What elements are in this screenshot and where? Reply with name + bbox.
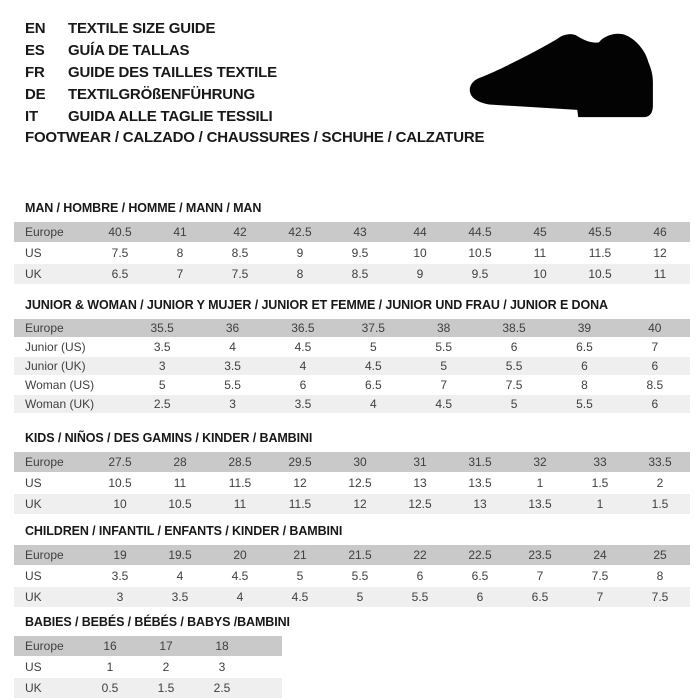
size-cell: 8.5 bbox=[231, 246, 249, 260]
row-label: Europe bbox=[25, 455, 64, 469]
size-cell: 11.5 bbox=[588, 246, 612, 260]
size-cell: 12.5 bbox=[348, 476, 372, 490]
table-row bbox=[14, 338, 690, 357]
size-cell: 4 bbox=[299, 359, 307, 373]
size-cell: 4.5 bbox=[294, 340, 312, 354]
size-cell: 22 bbox=[413, 548, 427, 562]
table-row bbox=[14, 636, 282, 657]
size-cell: 10.5 bbox=[168, 497, 192, 511]
size-cell: 5.5 bbox=[411, 590, 429, 604]
size-cell: 10.5 bbox=[588, 267, 612, 281]
size-cell: 29.5 bbox=[288, 455, 312, 469]
size-cell: 11 bbox=[173, 476, 187, 490]
size-cell: 10.5 bbox=[468, 246, 492, 260]
size-cell: 6.5 bbox=[471, 569, 489, 583]
size-cell: 36.5 bbox=[291, 321, 315, 335]
dress-shoe-icon bbox=[464, 28, 660, 118]
size-cell: 7 bbox=[440, 378, 448, 392]
table-row bbox=[14, 566, 690, 587]
table-row bbox=[14, 395, 690, 414]
size-cell: 11.5 bbox=[228, 476, 252, 490]
size-cell: 3 bbox=[229, 397, 236, 411]
size-cell: 6 bbox=[510, 340, 518, 354]
lang-code: ES bbox=[25, 41, 45, 59]
size-cell: 28.5 bbox=[228, 455, 252, 469]
row-label: Woman (US) bbox=[25, 378, 95, 392]
lang-code: EN bbox=[25, 19, 46, 37]
size-cell: 8 bbox=[176, 246, 184, 260]
size-cell: 4.5 bbox=[435, 397, 453, 411]
size-cell: 11 bbox=[653, 267, 667, 281]
size-cell: 9 bbox=[416, 267, 424, 281]
size-section bbox=[14, 298, 690, 414]
size-cell: 7.5 bbox=[651, 590, 669, 604]
size-cell: 28 bbox=[173, 455, 187, 469]
size-cell: 6.5 bbox=[576, 340, 593, 354]
size-cell: 3.5 bbox=[224, 359, 241, 373]
size-cell: 9.5 bbox=[351, 246, 369, 260]
size-cell: 12 bbox=[293, 476, 307, 490]
size-cell: 5 bbox=[356, 590, 364, 604]
row-label: Junior (US) bbox=[25, 340, 86, 354]
size-cell: 33 bbox=[593, 455, 607, 469]
size-cell: 1.5 bbox=[157, 681, 175, 695]
size-cell: 32 bbox=[533, 455, 547, 469]
size-cell: 10 bbox=[533, 267, 547, 281]
size-cell: 17 bbox=[159, 639, 173, 653]
size-cell: 3 bbox=[158, 359, 166, 373]
size-cell: 30 bbox=[353, 455, 367, 469]
size-cell: 7.5 bbox=[231, 267, 249, 281]
size-cell: 39 bbox=[577, 321, 592, 335]
size-cell: 11.5 bbox=[288, 497, 312, 511]
size-cell: 31.5 bbox=[468, 455, 492, 469]
category-title: FOOTWEAR / CALZADO / CHAUSSURES / SCHUHE / CALZATURE bbox=[25, 129, 485, 146]
lang-label: GUIDA ALLE TAGLIE TESSILI bbox=[68, 107, 273, 125]
size-cell: 0.5 bbox=[101, 681, 119, 695]
size-cell: 5.5 bbox=[435, 340, 453, 354]
row-label: UK bbox=[25, 681, 42, 695]
size-table bbox=[14, 319, 690, 414]
row-label: Europe bbox=[25, 639, 64, 653]
lang-label: TEXTILGRÖßENFÜHRUNG bbox=[68, 85, 256, 103]
size-cell: 4.5 bbox=[364, 359, 382, 373]
size-cell: 6 bbox=[299, 378, 307, 392]
size-cell: 2.5 bbox=[153, 397, 171, 411]
size-cell: 10.5 bbox=[108, 476, 132, 490]
row-label: US bbox=[25, 660, 42, 674]
lang-label: GUIDE DES TAILLES TEXTILE bbox=[68, 63, 277, 81]
size-cell: 38 bbox=[437, 321, 451, 335]
size-table bbox=[14, 452, 690, 515]
lang-code: IT bbox=[25, 107, 38, 125]
size-cell: 6 bbox=[476, 590, 484, 604]
size-cell: 44 bbox=[413, 225, 427, 239]
size-cell: 10 bbox=[413, 246, 427, 260]
size-cell: 3 bbox=[218, 660, 226, 674]
size-cell: 4.5 bbox=[291, 590, 309, 604]
size-cell: 1 bbox=[536, 476, 544, 490]
size-cell: 13 bbox=[413, 476, 427, 490]
section-title: KIDS / NIÑOS / DES GAMINS / KINDER / BAMBINI bbox=[25, 431, 313, 445]
size-table bbox=[14, 545, 690, 608]
row-label: Europe bbox=[25, 548, 64, 562]
lang-label: TEXTILE SIZE GUIDE bbox=[68, 19, 216, 37]
size-cell: 45.5 bbox=[588, 225, 612, 239]
size-cell: 33.5 bbox=[648, 455, 672, 469]
size-cell: 16 bbox=[103, 639, 117, 653]
table-row bbox=[14, 452, 690, 473]
size-cell: 36 bbox=[225, 321, 240, 335]
size-table bbox=[14, 222, 690, 285]
size-cell: 25 bbox=[653, 548, 667, 562]
size-cell: 22.5 bbox=[468, 548, 492, 562]
table-row bbox=[14, 494, 690, 515]
table-row bbox=[14, 319, 690, 338]
size-cell: 6 bbox=[581, 359, 588, 373]
size-cell: 4 bbox=[369, 397, 377, 411]
size-cell: 23.5 bbox=[528, 548, 552, 562]
size-cell: 9 bbox=[296, 246, 304, 260]
section-title: JUNIOR & WOMAN / JUNIOR Y MUJER / JUNIOR ET FEMME / JUNIOR UND FRAU / JUNIOR E DONA bbox=[25, 298, 608, 312]
size-cell: 8 bbox=[296, 267, 304, 281]
table-row bbox=[14, 357, 690, 376]
size-cell: 10 bbox=[113, 497, 127, 511]
size-cell: 8.5 bbox=[646, 378, 664, 392]
size-tables bbox=[14, 201, 690, 699]
size-cell: 5 bbox=[440, 359, 448, 373]
row-label: UK bbox=[25, 590, 42, 604]
row-label: US bbox=[25, 569, 42, 583]
size-section bbox=[14, 201, 690, 285]
size-cell: 9.5 bbox=[471, 267, 489, 281]
size-cell: 4 bbox=[176, 569, 184, 583]
row-label: Junior (UK) bbox=[25, 359, 86, 373]
table-row bbox=[14, 657, 282, 678]
lang-code: FR bbox=[25, 63, 45, 81]
size-cell: 1.5 bbox=[651, 497, 669, 511]
size-cell: 7 bbox=[176, 267, 184, 281]
size-cell: 6 bbox=[651, 397, 659, 411]
size-cell: 35.5 bbox=[150, 321, 174, 335]
row-label: UK bbox=[25, 267, 42, 281]
size-cell: 27.5 bbox=[108, 455, 132, 469]
size-cell: 31 bbox=[413, 455, 427, 469]
size-cell: 5.5 bbox=[576, 397, 593, 411]
size-cell: 5.5 bbox=[505, 359, 523, 373]
size-cell: 37.5 bbox=[361, 321, 385, 335]
size-cell: 18 bbox=[215, 639, 229, 653]
size-cell: 7.5 bbox=[111, 246, 129, 260]
size-cell: 40.5 bbox=[108, 225, 132, 239]
size-cell: 6.5 bbox=[111, 267, 129, 281]
size-cell: 2 bbox=[656, 476, 664, 490]
size-table bbox=[14, 636, 282, 699]
table-row bbox=[14, 222, 690, 243]
size-cell: 7.5 bbox=[505, 378, 523, 392]
size-cell: 6 bbox=[651, 359, 659, 373]
size-cell: 5 bbox=[296, 569, 304, 583]
size-cell: 8 bbox=[581, 378, 588, 392]
lang-label: GUÍA DE TALLAS bbox=[68, 41, 190, 59]
size-cell: 8 bbox=[656, 569, 664, 583]
size-cell: 2.5 bbox=[213, 681, 231, 695]
size-cell: 12.5 bbox=[408, 497, 432, 511]
table-row bbox=[14, 545, 690, 566]
section-title: BABIES / BEBÉS / BÉBÉS / BABYS /BAMBINI bbox=[25, 615, 290, 629]
size-cell: 11 bbox=[533, 246, 547, 260]
size-cell: 19 bbox=[113, 548, 127, 562]
size-cell: 5 bbox=[158, 378, 166, 392]
size-cell: 12 bbox=[353, 497, 367, 511]
size-cell: 13.5 bbox=[528, 497, 552, 511]
table-row bbox=[14, 264, 690, 285]
size-cell: 45 bbox=[533, 225, 547, 239]
size-cell: 42.5 bbox=[288, 225, 312, 239]
section-title: CHILDREN / INFANTIL / ENFANTS / KINDER / BAMBINI bbox=[25, 524, 343, 538]
size-cell: 42 bbox=[233, 225, 247, 239]
size-cell: 1.5 bbox=[591, 476, 609, 490]
table-row bbox=[14, 376, 690, 395]
table-row bbox=[14, 587, 690, 608]
table-row bbox=[14, 678, 282, 699]
size-cell: 24 bbox=[593, 548, 607, 562]
size-section bbox=[14, 615, 690, 699]
size-cell: 6 bbox=[416, 569, 424, 583]
size-cell: 40 bbox=[648, 321, 662, 335]
size-cell: 19.5 bbox=[168, 548, 192, 562]
size-cell: 3.5 bbox=[171, 590, 189, 604]
row-label: UK bbox=[25, 497, 42, 511]
size-cell: 5 bbox=[369, 340, 377, 354]
section-title: MAN / HOMBRE / HOMME / MANN / MAN bbox=[25, 201, 262, 215]
size-cell: 5.5 bbox=[224, 378, 241, 392]
size-cell: 13 bbox=[473, 497, 487, 511]
size-cell: 43 bbox=[353, 225, 367, 239]
table-row bbox=[14, 243, 690, 264]
size-cell: 44.5 bbox=[468, 225, 492, 239]
size-cell: 6.5 bbox=[531, 590, 549, 604]
size-cell: 5.5 bbox=[351, 569, 369, 583]
size-cell: 4 bbox=[236, 590, 244, 604]
row-label: Europe bbox=[25, 225, 64, 239]
size-cell: 2 bbox=[162, 660, 170, 674]
size-section bbox=[14, 431, 690, 515]
size-cell: 4 bbox=[229, 340, 236, 354]
size-cell: 21 bbox=[293, 548, 307, 562]
size-cell: 7.5 bbox=[591, 569, 609, 583]
size-cell: 3.5 bbox=[111, 569, 129, 583]
row-label: Europe bbox=[25, 321, 64, 335]
row-label: Woman (UK) bbox=[25, 397, 95, 411]
size-cell: 1 bbox=[596, 497, 604, 511]
size-cell: 4.5 bbox=[231, 569, 249, 583]
size-cell: 7 bbox=[651, 340, 659, 354]
size-cell: 41 bbox=[173, 225, 187, 239]
size-cell: 1 bbox=[106, 660, 114, 674]
size-cell: 46 bbox=[653, 225, 667, 239]
row-label: US bbox=[25, 476, 42, 490]
size-cell: 3 bbox=[116, 590, 124, 604]
size-cell: 12 bbox=[653, 246, 667, 260]
size-cell: 6.5 bbox=[364, 378, 382, 392]
size-cell: 11 bbox=[233, 497, 247, 511]
size-cell: 5 bbox=[510, 397, 518, 411]
size-cell: 7 bbox=[536, 569, 544, 583]
table-row bbox=[14, 473, 690, 494]
lang-code: DE bbox=[25, 85, 46, 103]
size-cell: 3.5 bbox=[153, 340, 171, 354]
size-cell: 3.5 bbox=[294, 397, 312, 411]
size-cell: 13.5 bbox=[468, 476, 492, 490]
size-section bbox=[14, 524, 690, 608]
row-label: US bbox=[25, 246, 42, 260]
size-cell: 38.5 bbox=[502, 321, 526, 335]
size-cell: 21.5 bbox=[348, 548, 372, 562]
size-cell: 7 bbox=[596, 590, 604, 604]
size-cell: 8.5 bbox=[351, 267, 369, 281]
size-cell: 20 bbox=[233, 548, 247, 562]
